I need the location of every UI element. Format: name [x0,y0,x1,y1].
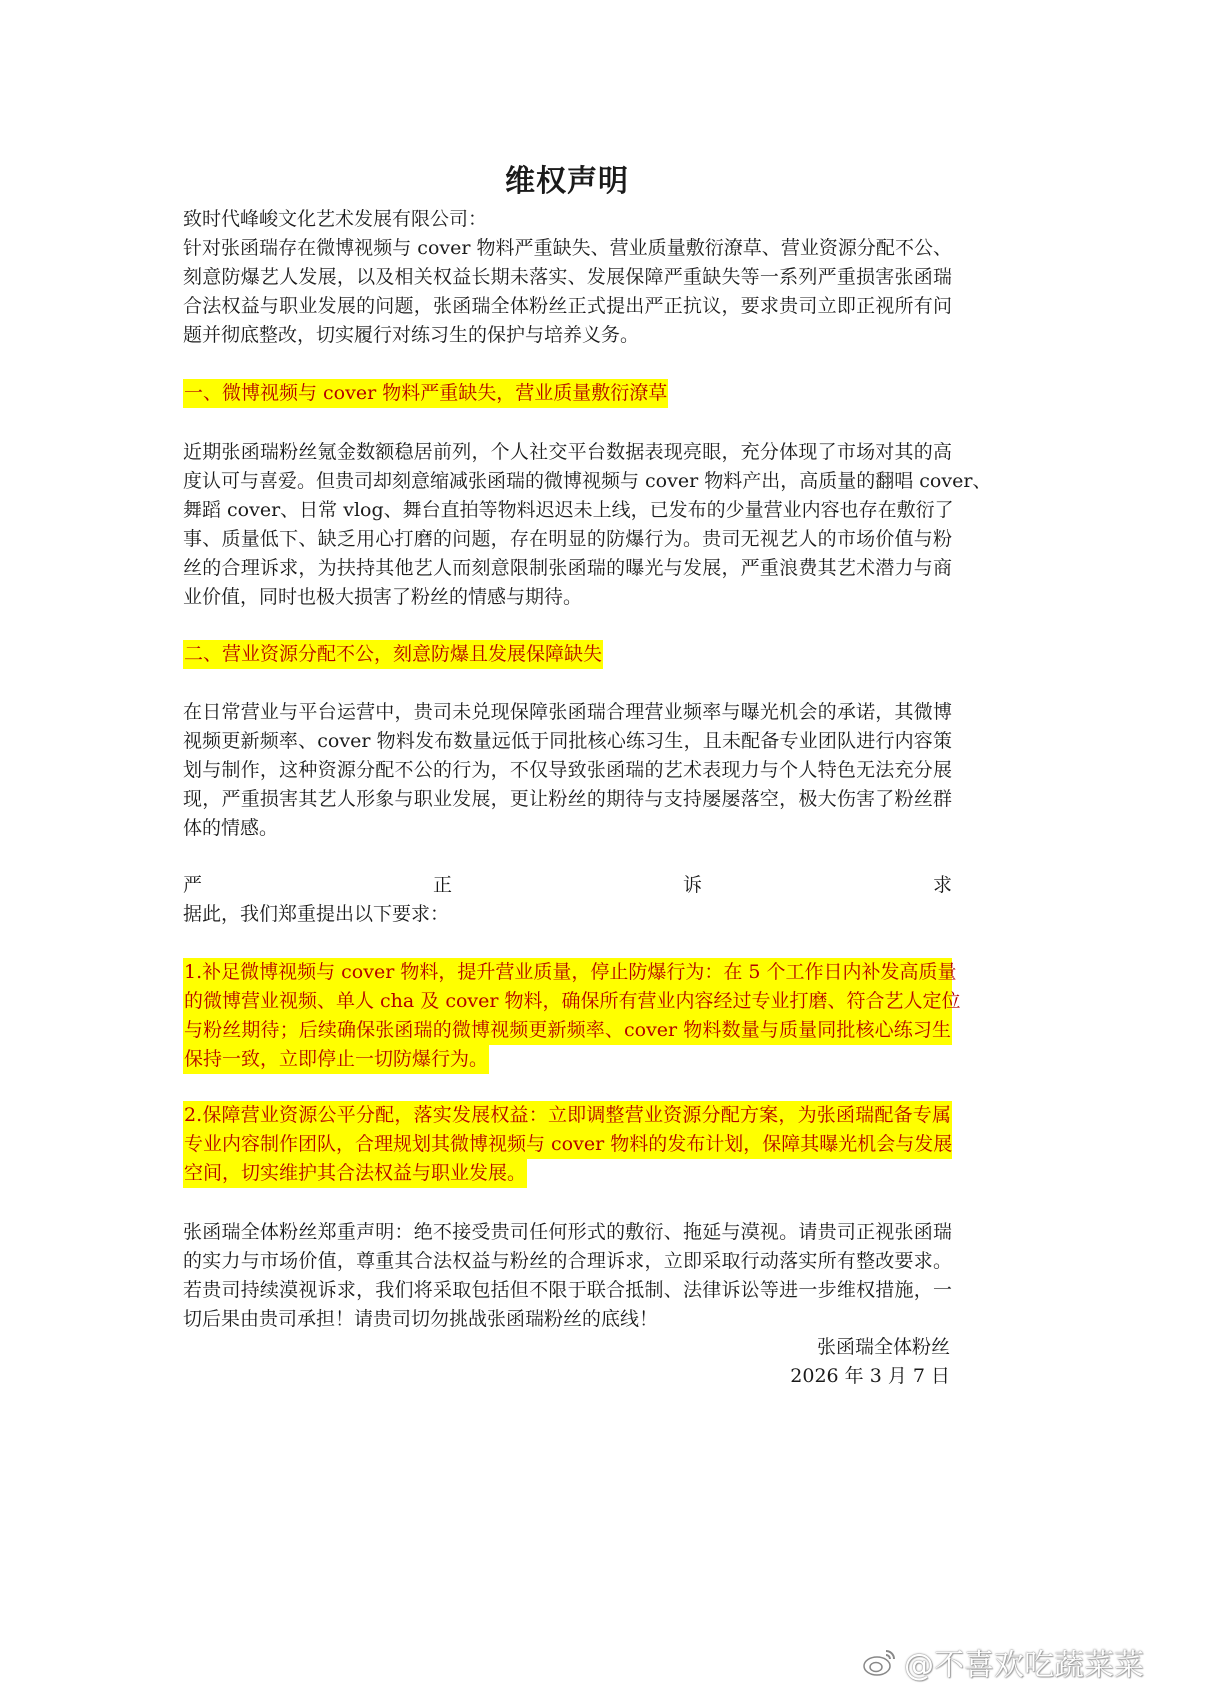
text-line [183,379,952,408]
text-line: 事、质量低下、缺乏用心打磨的问题，存在明显的防爆行为。贵司无视艺人的市场价值与粉 [183,528,952,550]
text-line: 业价值，同时也极大损害了粉丝的情感与期待。 [183,586,583,608]
text-line [183,640,952,669]
greeting [183,205,952,234]
highlighted-text: 保持一致，立即停止一切防爆行为。 [183,1045,489,1074]
text-line: 丝的合理诉求，为扶持其他艺人而刻意限制张函瑞的曝光与发展，严重浪费其艺术潜力与商 [183,557,952,579]
text-line [183,958,957,987]
text-line [183,1101,952,1130]
demands-intro [183,871,952,929]
highlighted-text: 的微博营业视频、单人 cha 及 cover 物料，确保所有营业内容经过专业打磨、符合艺人定位 [183,987,952,1016]
demand-2 [183,1101,952,1188]
text-line: 若贵司持续漠视诉求，我们将采取包括但不限于联合抵制、法律诉讼等进一步维权措施，一 [183,1279,952,1301]
text-line: 舞蹈 cover、日常 vlog、舞台直拍等物料迟迟未上线，已发布的少量营业内容也存在敷衍了 [183,499,954,521]
text-line: 据此，我们郑重提出以下要求： [183,903,450,925]
text-line: 的实力与市场价值，尊重其合法权益与粉丝的合理诉求，立即采取行动落实所有整改要求。 [183,1250,952,1272]
section-heading-1 [183,379,952,408]
section-1-paragraph [183,438,992,612]
text-line: 近期张函瑞粉丝氪金数额稳居前列，个人社交平台数据表现亮眼，充分体现了市场对其的高 [183,441,952,463]
text-line [183,1016,952,1045]
text-line: 针对张函瑞存在微博视频与 cover 物料严重缺失、营业质量敷衍潦草、营业资源分配不公、 [183,237,952,259]
text-line: 现，严重损害其艺人形象与职业发展，更让粉丝的期待与支持屡屡落空，极大伤害了粉丝群 [183,788,952,810]
highlighted-text: 一、微博视频与 cover 物料严重缺失，营业质量敷衍潦草 [183,379,668,408]
text-line: 切后果由贵司承担！请贵司切勿挑战张函瑞粉丝的底线！ [183,1308,659,1330]
highlighted-text: 与粉丝期待；后续确保张函瑞的微博视频更新频率、cover 物料数量与质量同批核心练习生 [183,1016,952,1045]
text-line: 合法权益与职业发展的问题，张函瑞全体粉丝正式提出严正抗议，要求贵司立即正视所有问 [183,295,952,317]
text-line: 体的情感。 [183,817,279,839]
text-line: 题并彻底整改，切实履行对练习生的保护与培养义务。 [183,324,640,346]
highlighted-text: 专业内容制作团队，合理规划其微博视频与 cover 物料的发布计划，保障其曝光机会与发展 [183,1130,952,1159]
weibo-logo-icon [862,1647,898,1677]
section-heading-2 [183,640,952,669]
highlighted-text: 2.保障营业资源公平分配，落实发展权益：立即调整营业资源分配方案，为张函瑞配备专属 [183,1101,952,1130]
text-line: 致时代峰峻文化艺术发展有限公司： [183,208,488,230]
text-line: 视频更新频率、cover 物料发布数量远低于同批核心练习生，且未配备专业团队进行内容策 [183,730,952,752]
text-line: 严正诉求 [183,874,952,896]
document-title: 维权声明 [505,164,629,199]
text-line: 划与制作，这种资源分配不公的行为，不仅导致张函瑞的艺术表现力与个人特色无法充分展 [183,759,952,781]
text-line [183,1045,952,1074]
text-line: 度认可与喜爱。但贵司却刻意缩减张函瑞的微博视频与 cover 物料产出，高质量的翻唱 cover、 [183,470,992,492]
highlighted-text: 1.补足微博视频与 cover 物料，提升营业质量，停止防爆行为：在 5 个工作日内补发高质量 [183,958,952,987]
text-line: 在日常营业与平台运营中，贵司未兑现保障张函瑞合理营业频率与曝光机会的承诺，其微博 [183,701,952,723]
watermark-text: @不喜欢吃蔬菜菜 [904,1648,1144,1683]
closing-paragraph [183,1218,952,1334]
signature: 张函瑞全体粉丝 [816,1336,950,1358]
intro-paragraph [183,234,952,350]
text-line [183,1159,952,1188]
text-line [183,1130,952,1159]
text-line: 刻意防爆艺人发展，以及相关权益长期未落实、发展保障严重缺失等一系列严重损害张函瑞 [183,266,952,288]
date: 2026 年 3 月 7 日 [790,1365,950,1387]
text-line: 张函瑞全体粉丝郑重声明：绝不接受贵司任何形式的敷衍、拖延与漠视。请贵司正视张函瑞 [183,1221,952,1243]
text-line [183,987,961,1016]
demand-1 [183,958,961,1074]
weibo-watermark [862,1640,1144,1684]
section-2-paragraph [183,698,952,843]
highlighted-text: 空间，切实维护其合法权益与职业发展。 [183,1159,527,1188]
highlighted-text: 二、营业资源分配不公，刻意防爆且发展保障缺失 [183,640,603,669]
